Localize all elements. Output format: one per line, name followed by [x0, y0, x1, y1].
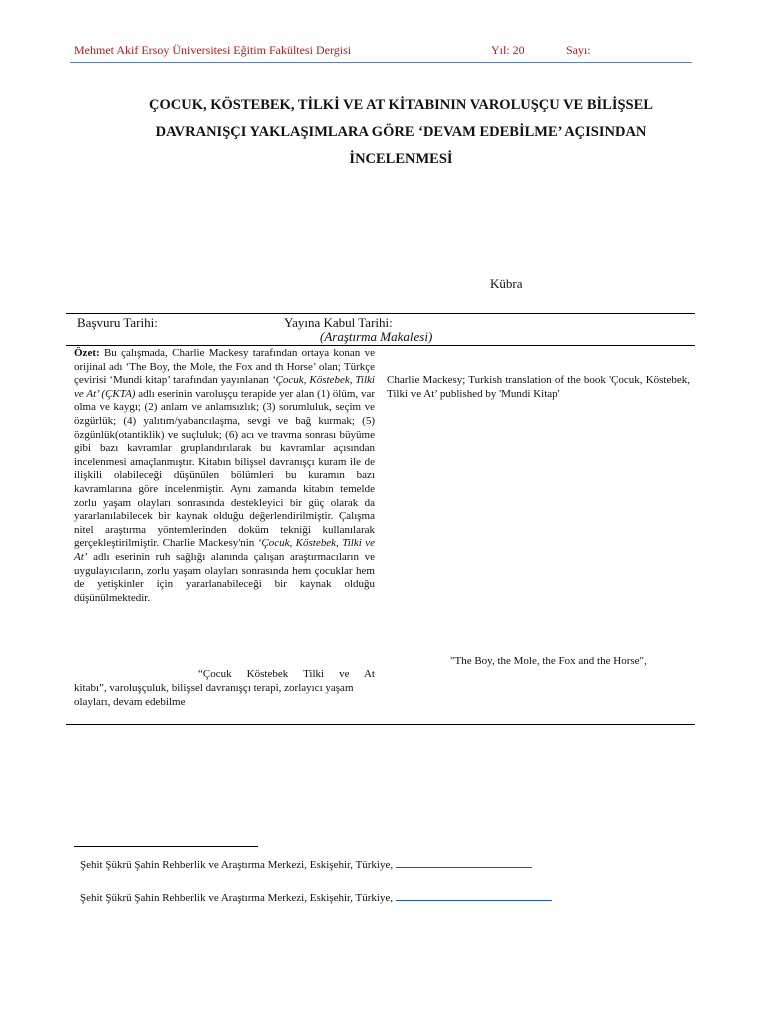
header-divider [70, 62, 692, 63]
journal-name: Mehmet Akif Ersoy Üniversitesi Eğitim Fakültesi Dergisi [74, 43, 352, 57]
abstract-tr-part2: adlı eserinin varoluşçu terapide yer alan (1) ölüm, var olma ve kaygı; (2) anlam ve anlamsızlık; (3) sorumluluk, seçim ve özgürlük; (4) yalıtım/yabancılaşma, sevgi ve bağ kurmak; (5) özgünlük(otantiklik) ve suçluluk; (6) acı ve travma sonrası büyüme gibi bazı kavramlar gruplandırılarak bu kavramlar açısından incelenmesi amaçlanmıştır. Kitabın bilişsel davranışçı kuram ile de ilişkili olabileceği düşünülen bölümleri bu kuramın bazı kavramlarına göre incelenmiştir. Aynı zamanda kitabın temelde zorlu yaşam olayları sonrasında destekleyici bir güç olarak da yararlanılabilecek bir kaynak olduğu değerlendirilmiştir. Çalışma nitel araştırma yöntemlerinden doküm tekniği kullanılarak gerçekleştirilmiştir. Charlie Mackesy'nin [74, 387, 375, 550]
author-name: Kübra [490, 276, 523, 291]
paper-title [96, 92, 706, 173]
keywords-en: "The Boy, the Mole, the Fox and the Horse", [450, 655, 647, 667]
journal-year: Yıl: 20 [491, 43, 525, 57]
email-link[interactable] [396, 888, 552, 901]
abstract-tr-book-title-2: ‘Çocuk, Köstebek, Tilki ve At’ [74, 537, 375, 563]
footnote-affiliation-1 [80, 855, 532, 871]
table-top-rule [66, 313, 695, 314]
footnote-text: Şehit Şükrü Şahin Rehberlik ve Araştırma Merkezi, Eskişehir, Türkiye, [80, 859, 394, 871]
footnote-text: Şehit Şükrü Şahin Rehberlik ve Araştırma Merkezi, Eskişehir, Türkiye, [80, 892, 394, 904]
keywords-tr-first-line: “Çocuk Köstebek Tilki ve At [198, 668, 375, 680]
table-mid-rule [66, 345, 695, 346]
journal-issue: Sayı: [566, 43, 591, 57]
email-link[interactable] [396, 855, 532, 868]
abstract-tr-label: Özet: [74, 347, 100, 359]
title-line: İNCELENMESİ [349, 151, 453, 167]
abstract-tr-part3: adlı eserinin ruh sağlığı alanında çalışan araştırmacıların ve uygulayıcıların, zorlu yaşam olayları sonrasında hem çocuklar hem de yetişkinler için yararlanabileceği bir kaynak olduğu düşünülmektedir. [74, 550, 375, 604]
abstract-tr-book-title: ‘Çocuk, Köstebek, Tilki ve At’ (ÇKTA) [74, 374, 375, 400]
abstract-tr-text [74, 347, 375, 605]
article-type: (Araştırma Makalesi) [320, 329, 433, 344]
application-date-label: Başvuru Tarihi: [77, 315, 158, 330]
abstract-tr [74, 347, 375, 605]
acceptance-date-label: Yayına Kabul Tarihi: [284, 315, 393, 330]
abstract-tr-part1: Bu çalışmada, Charlie Mackesy tarafından ortaya konan ve orijinal adı ‘The Boy, the Mole, the Fox and th Horse’ olan; Türkçe çevirisi ‘Mundi kitap’ tarafından yayınlanan [74, 347, 375, 387]
title-line: ÇOCUK, KÖSTEBEK, TİLKİ VE AT KİTABININ VAROLUŞÇU VE BİLİŞSEL [149, 97, 653, 113]
abstract-en: Charlie Mackesy; Turkish translation of the book 'Çocuk, Köstebek, Tilki ve At’ published by 'Mundi Kitap' [387, 374, 690, 400]
footnote-affiliation-2 [80, 888, 552, 904]
keywords-tr: kitabı”, varoluşçuluk, bilişsel davranışçı terapi, zorlayıcı yaşam olayları, devam edebilme [74, 682, 354, 708]
table-bottom-rule [66, 724, 695, 725]
title-line: DAVRANIŞÇI YAKLAŞIMLARA GÖRE ‘DEVAM EDEBİLME’ AÇISINDAN [155, 124, 647, 140]
footnote-divider [74, 846, 258, 847]
